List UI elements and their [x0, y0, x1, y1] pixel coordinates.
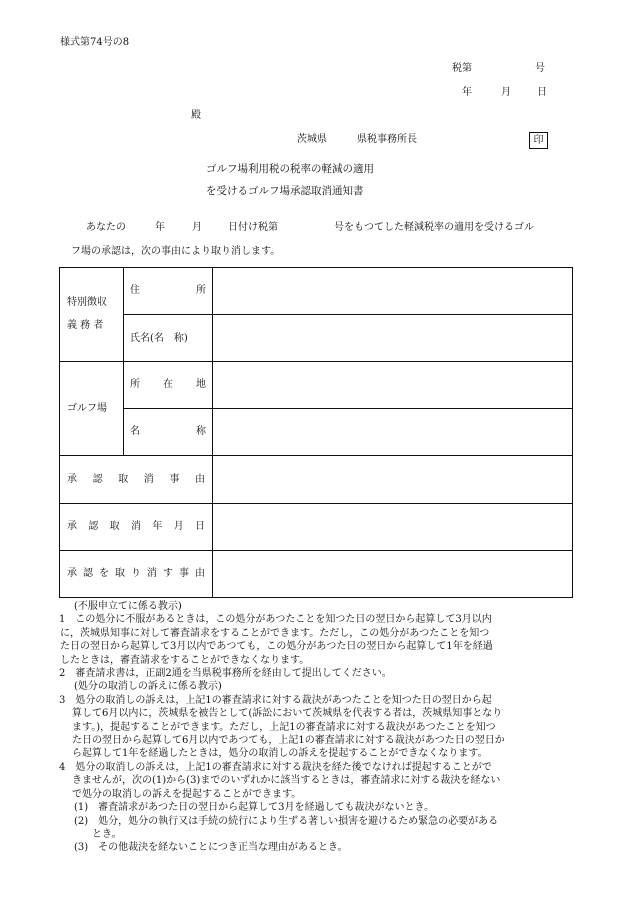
note-1-line: したときは，審査請求をすることができなくなります。: [60, 654, 310, 666]
sub-item-2-line: (2) 処分，処分の執行又は手続の続行により生ずる著しい損害を避けるため緊急の必要がある: [74, 815, 499, 827]
body-seg-5: 号をもつてした軽減税率の適用を受けるゴル: [334, 222, 534, 233]
table-line: [59, 503, 573, 504]
sub-item-3: (3) その他裁決を経ないことにつき正当な理由があるとき。: [74, 842, 348, 854]
form-number: 様式第74号の8: [60, 37, 130, 48]
golf-course-label: ゴルフ場: [67, 403, 107, 414]
sub-item-1: (1) 審査請求があつた日の翌日から起算して3月を経過しても裁決がないとき。: [74, 802, 435, 814]
date-year: 年: [462, 87, 472, 98]
lawsuit-heading: (処分の取消しの訴えに係る教示): [74, 681, 222, 693]
body-seg-4: 日付け税第: [228, 222, 278, 233]
note-3-line: ます。)，提起することができます。ただし，上記1の審査請求に対する裁決があつたことを知つ: [72, 721, 496, 733]
note-4-line: 4 処分の取消しの訴えは，上記1の審査請求に対する裁決を経た後でなければ提起することがで: [59, 761, 492, 773]
table-line: [59, 550, 573, 551]
sub-item-2-line: とき。: [92, 828, 122, 840]
note-1-line: に，茨城県知事に対して審査請求をすることができます。ただし，この処分があつたことを知つ: [60, 627, 490, 639]
date-day: 日: [537, 87, 547, 98]
table-line: [59, 267, 60, 598]
appeal-heading: (不服申立てに係る教示): [74, 601, 182, 612]
instructions: [60, 600, 580, 855]
seal-box: 印: [529, 132, 548, 149]
doc-number-suffix: 号: [535, 63, 545, 74]
note-2: 2 審査請求書は，正副2通を当県税事務所を経由して提出してください。: [59, 668, 392, 680]
location-label: 所 在 地: [130, 379, 206, 390]
note-1-line: た日の翌日から起算して3月以内であつても，この処分があつた日の翌日から起算して1年を経過: [60, 641, 493, 653]
table-line: [123, 408, 573, 409]
note-4-line: きませんが，次の(1)から(3)までのいずれかに該当するときは，審査請求に対する裁決を経ない: [72, 775, 501, 787]
note-1-line: 1 この処分に不服があるときは，この処分があつたことを知つた日の翌日から起算して3月以内: [59, 614, 492, 626]
address-label: 住 所: [130, 285, 206, 296]
body-seg-1: あなたの: [86, 222, 126, 233]
date-month: 月: [501, 87, 511, 98]
body-seg-3: 月: [192, 222, 202, 233]
table-line: [572, 267, 573, 598]
revocation-reason-label: 承 認 取 消 事 由: [67, 474, 205, 485]
name-label: 氏名(名 称): [130, 333, 188, 344]
note-4-line: で処分の取消しの訴えを提起することができます。: [72, 788, 302, 800]
table-line: [59, 597, 573, 598]
details-table: [59, 267, 573, 598]
note-3-line: 3 処分の取消しの訴えは，上記1の審査請求に対する裁決があつたことを知つた日の翌日から起: [59, 694, 492, 706]
table-line: [59, 267, 573, 268]
addressee-honorific: 殿: [191, 110, 201, 121]
collector-label-1: 特別徴収: [67, 297, 107, 308]
course-name-label: 名 称: [130, 426, 206, 437]
table-line: [123, 314, 573, 315]
table-line: [59, 361, 573, 362]
body-line-2: フ場の承認は，次の事由により取り消します。: [71, 246, 281, 257]
note-3-line: ら起算して1年を経過したときは，処分の取消しの訴えを提起することができなくなります。: [72, 748, 488, 760]
revocation-date-label: 承 認 取 消 年 月 日: [67, 521, 205, 532]
doc-number-prefix: 税第: [452, 63, 472, 74]
title-line-2: を受けるゴルフ場承認取消通知書: [206, 185, 364, 197]
note-3-line: 算して6月以内に，茨城県を被告として(訴訟において茨城県を代表する者は，茨城県知事となり: [72, 708, 503, 720]
note-3-line: た日の翌日から起算して6月以内であつても，上記1の審査請求に対する裁決があつた日の翌日か: [72, 735, 505, 747]
body-seg-2: 年: [155, 222, 165, 233]
issuer-office: 県税事務所長: [357, 134, 417, 145]
table-line: [59, 455, 573, 456]
title-line-1: ゴルフ場利用税の税率の軽減の適用: [206, 163, 374, 175]
issuer-prefecture: 茨城県: [297, 134, 327, 145]
revoke-reason-label: 承 認 を 取 り 消 す 事 由: [67, 568, 205, 579]
table-line: [212, 267, 213, 598]
collector-label-2: 義 務 者: [67, 320, 104, 331]
